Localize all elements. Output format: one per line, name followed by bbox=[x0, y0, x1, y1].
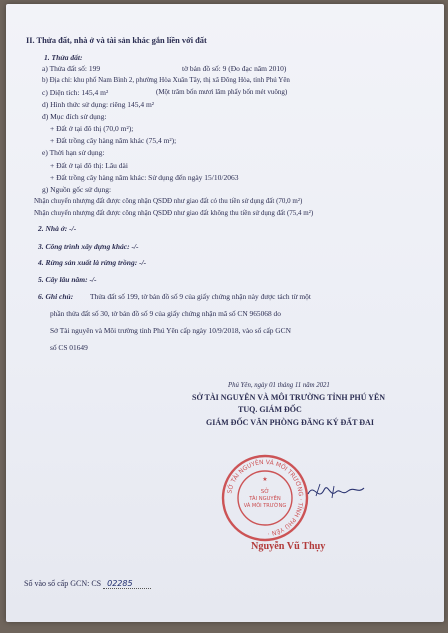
area: c) Diện tích: 145,4 m² bbox=[42, 88, 109, 97]
construction-item: 3. Công trình xây dựng khác: -/- bbox=[38, 242, 139, 251]
note-label: 6. Ghi chú: bbox=[38, 292, 74, 301]
svg-text:SỞ TÀI NGUYÊN VÀ MÔI TRƯỜNG ·: SỞ TÀI NGUYÊN VÀ MÔI TRƯỜNG · TỈNH PHÚ YÊN · bbox=[226, 458, 305, 537]
tuq-label: TUQ. GIÁM ĐỐC bbox=[238, 405, 302, 414]
signer-name: Nguyễn Vũ Thụy bbox=[251, 541, 326, 552]
note-line-4: số CS 01649 bbox=[50, 343, 88, 352]
map-sheet: tờ bản đồ số: 9 (Đo đạc năm 2010) bbox=[182, 64, 287, 73]
purpose-crop: + Đất trồng cây hàng năm khác (75,4 m²); bbox=[50, 136, 177, 145]
use-purpose: đ) Mục đích sử dụng: bbox=[42, 112, 107, 121]
registry-number: 02285 bbox=[103, 579, 150, 589]
land-heading: 1. Thửa đất: bbox=[44, 53, 83, 62]
origin-2: Nhận chuyển nhượng đất được công nhận QSDĐ như giao đất không thu tiền sử dụng đất (75,4 m²) bbox=[34, 209, 314, 217]
signer-title: GIÁM ĐỐC VĂN PHÒNG ĐĂNG KÝ ĐẤT ĐAI bbox=[206, 418, 374, 427]
term-crop: + Đất trồng cây hàng năm khác: Sử dụng đến ngày 15/10/2063 bbox=[50, 173, 239, 182]
purpose-urban: + Đất ở tại đô thị (70,0 m²); bbox=[50, 124, 134, 133]
use-origin: g) Nguồn gốc sử dụng: bbox=[42, 185, 112, 194]
svg-text:TÀI NGUYÊN: TÀI NGUYÊN bbox=[249, 496, 281, 502]
svg-text:★: ★ bbox=[262, 476, 268, 483]
use-form: d) Hình thức sử dụng: riêng 145,4 m² bbox=[42, 100, 155, 109]
origin-1: Nhận chuyển nhượng đất được công nhận QSDĐ như giao đất có thu tiền sử dụng đất (70,0 m²) bbox=[34, 197, 303, 205]
perennial-item: 5. Cây lâu năm: -/- bbox=[38, 275, 97, 284]
term-urban: + Đất ở tại đô thị: Lâu dài bbox=[50, 161, 128, 170]
note-line-1: Thửa đất số 199, tờ bản đồ số 9 của giấy chứng nhận này được tách từ một bbox=[90, 292, 311, 301]
address: b) Địa chỉ: khu phố Nam Bình 2, phường Hòa Xuân Tây, thị xã Đông Hòa, tỉnh Phú Yên bbox=[42, 76, 290, 84]
use-term: e) Thời hạn sử dụng: bbox=[42, 148, 105, 157]
note-line-2: phần thửa đất số 30, tờ bản đồ số 9 của giấy chứng nhận mã số CN 965068 do bbox=[50, 309, 281, 318]
house-item: 2. Nhà ở: -/- bbox=[38, 224, 77, 233]
note-line-3: Sở Tài nguyên và Môi trường tỉnh Phú Yên cấp ngày 10/9/2018, vào sổ cấp GCN bbox=[50, 326, 291, 335]
official-seal bbox=[220, 453, 310, 543]
parcel-number: a) Thửa đất số: 199 bbox=[42, 64, 101, 73]
certificate-page bbox=[6, 4, 444, 622]
area-words: (Một trăm bốn mươi lăm phẩy bốn mét vuông) bbox=[156, 88, 288, 96]
registry-label: Số vào sổ cấp GCN: CS bbox=[24, 579, 102, 588]
registry-line bbox=[24, 579, 151, 588]
svg-text:SỞ: SỞ bbox=[260, 489, 270, 495]
svg-text:VÀ MÔI TRƯỜNG: VÀ MÔI TRƯỜNG bbox=[243, 503, 287, 509]
issue-date: Phú Yên, ngày 01 tháng 11 năm 2021 bbox=[228, 382, 330, 389]
handwritten-signature bbox=[306, 476, 366, 506]
issuing-org: SỞ TÀI NGUYÊN VÀ MÔI TRƯỜNG TỈNH PHÚ YÊN bbox=[192, 393, 386, 402]
forest-item: 4. Rừng sản xuất là rừng trồng: -/- bbox=[38, 258, 147, 267]
section-title: II. Thửa đất, nhà ở và tài sản khác gắn liền với đất bbox=[26, 36, 207, 45]
